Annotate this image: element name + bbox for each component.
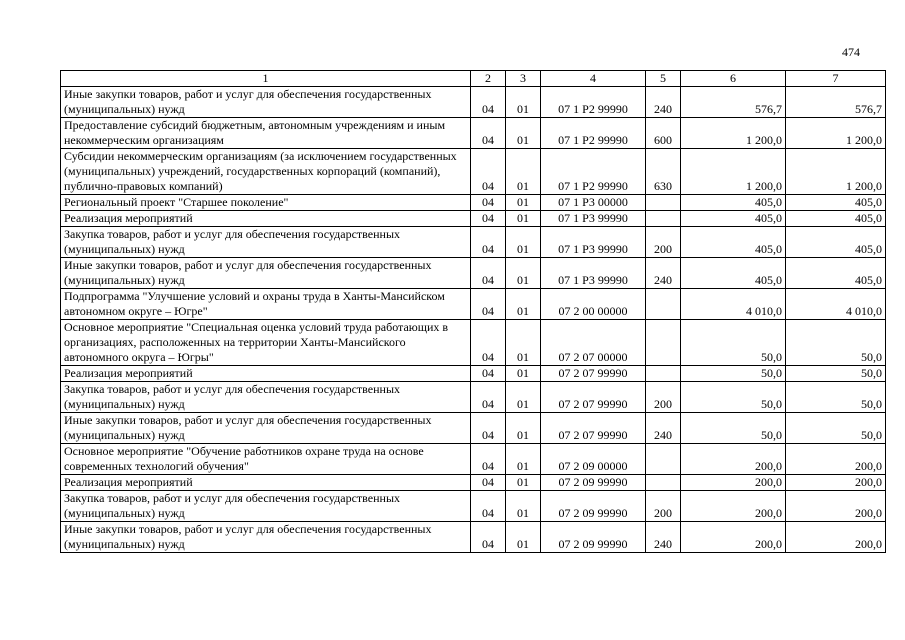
target-item-code: 07 2 09 99990 <box>541 491 646 522</box>
column-header: 7 <box>786 71 886 87</box>
subsection-code: 01 <box>506 149 541 195</box>
expense-type-code <box>646 320 681 366</box>
column-header: 3 <box>506 71 541 87</box>
amount-column-7: 50,0 <box>786 413 886 444</box>
expense-type-code <box>646 289 681 320</box>
amount-column-6: 405,0 <box>681 195 786 211</box>
target-item-code: 07 2 09 99990 <box>541 475 646 491</box>
item-name: Реализация мероприятий <box>61 211 471 227</box>
subsection-code: 01 <box>506 522 541 553</box>
target-item-code: 07 1 P3 99990 <box>541 227 646 258</box>
item-name: Реализация мероприятий <box>61 366 471 382</box>
item-name: Закупка товаров, работ и услуг для обеспечения государственных (муниципальных) нужд <box>61 491 471 522</box>
amount-column-6: 1 200,0 <box>681 118 786 149</box>
table-row <box>61 475 886 491</box>
target-item-code: 07 1 P3 99990 <box>541 258 646 289</box>
target-item-code: 07 2 09 99990 <box>541 522 646 553</box>
target-item-code: 07 1 P3 99990 <box>541 211 646 227</box>
amount-column-7: 1 200,0 <box>786 149 886 195</box>
amount-column-7: 576,7 <box>786 87 886 118</box>
section-code: 04 <box>471 87 506 118</box>
subsection-code: 01 <box>506 118 541 149</box>
target-item-code: 07 1 P3 00000 <box>541 195 646 211</box>
target-item-code: 07 2 07 00000 <box>541 320 646 366</box>
section-code: 04 <box>471 382 506 413</box>
table-body <box>61 71 886 553</box>
expense-type-code <box>646 366 681 382</box>
table-row <box>61 87 886 118</box>
amount-column-6: 50,0 <box>681 382 786 413</box>
target-item-code: 07 1 P2 99990 <box>541 118 646 149</box>
item-name: Иные закупки товаров, работ и услуг для обеспечения государственных (муниципальных) нужд <box>61 413 471 444</box>
amount-column-6: 4 010,0 <box>681 289 786 320</box>
item-name: Иные закупки товаров, работ и услуг для обеспечения государственных (муниципальных) нужд <box>61 87 471 118</box>
amount-column-6: 50,0 <box>681 366 786 382</box>
section-code: 04 <box>471 211 506 227</box>
target-item-code: 07 2 00 00000 <box>541 289 646 320</box>
subsection-code: 01 <box>506 195 541 211</box>
item-name: Основное мероприятие "Специальная оценка условий труда работающих в организациях, расположенных на территории Ханты-Мансийского автономного округа – Югры" <box>61 320 471 366</box>
amount-column-7: 4 010,0 <box>786 289 886 320</box>
subsection-code: 01 <box>506 382 541 413</box>
amount-column-6: 1 200,0 <box>681 149 786 195</box>
section-code: 04 <box>471 118 506 149</box>
table-row <box>61 413 886 444</box>
amount-column-7: 200,0 <box>786 444 886 475</box>
target-item-code: 07 2 09 00000 <box>541 444 646 475</box>
subsection-code: 01 <box>506 320 541 366</box>
column-header: 4 <box>541 71 646 87</box>
amount-column-7: 200,0 <box>786 475 886 491</box>
subsection-code: 01 <box>506 475 541 491</box>
item-name: Закупка товаров, работ и услуг для обеспечения государственных (муниципальных) нужд <box>61 227 471 258</box>
amount-column-7: 405,0 <box>786 195 886 211</box>
table-row <box>61 211 886 227</box>
expense-type-code: 200 <box>646 491 681 522</box>
table-row <box>61 258 886 289</box>
amount-column-7: 1 200,0 <box>786 118 886 149</box>
amount-column-7: 50,0 <box>786 320 886 366</box>
amount-column-6: 200,0 <box>681 444 786 475</box>
page-number: 474 <box>842 45 860 59</box>
section-code: 04 <box>471 413 506 444</box>
subsection-code: 01 <box>506 491 541 522</box>
expense-type-code <box>646 195 681 211</box>
target-item-code: 07 2 07 99990 <box>541 382 646 413</box>
expense-type-code <box>646 444 681 475</box>
amount-column-6: 50,0 <box>681 320 786 366</box>
table-row <box>61 227 886 258</box>
section-code: 04 <box>471 475 506 491</box>
column-header: 1 <box>61 71 471 87</box>
amount-column-7: 200,0 <box>786 491 886 522</box>
expense-type-code <box>646 211 681 227</box>
target-item-code: 07 2 07 99990 <box>541 413 646 444</box>
section-code: 04 <box>471 289 506 320</box>
section-code: 04 <box>471 491 506 522</box>
section-code: 04 <box>471 258 506 289</box>
target-item-code: 07 1 P2 99990 <box>541 87 646 118</box>
subsection-code: 01 <box>506 444 541 475</box>
amount-column-7: 405,0 <box>786 258 886 289</box>
table-row <box>61 366 886 382</box>
section-code: 04 <box>471 522 506 553</box>
expense-type-code: 240 <box>646 87 681 118</box>
item-name: Иные закупки товаров, работ и услуг для обеспечения государственных (муниципальных) нужд <box>61 258 471 289</box>
column-header: 2 <box>471 71 506 87</box>
column-header: 6 <box>681 71 786 87</box>
item-name: Иные закупки товаров, работ и услуг для обеспечения государственных (муниципальных) нужд <box>61 522 471 553</box>
section-code: 04 <box>471 149 506 195</box>
amount-column-6: 200,0 <box>681 475 786 491</box>
expense-type-code: 630 <box>646 149 681 195</box>
header-row <box>61 71 886 87</box>
table-row <box>61 320 886 366</box>
item-name: Реализация мероприятий <box>61 475 471 491</box>
subsection-code: 01 <box>506 258 541 289</box>
expense-type-code: 200 <box>646 227 681 258</box>
item-name: Закупка товаров, работ и услуг для обеспечения государственных (муниципальных) нужд <box>61 382 471 413</box>
amount-column-7: 405,0 <box>786 227 886 258</box>
amount-column-6: 405,0 <box>681 211 786 227</box>
section-code: 04 <box>471 195 506 211</box>
amount-column-6: 576,7 <box>681 87 786 118</box>
section-code: 04 <box>471 444 506 475</box>
expense-type-code: 240 <box>646 522 681 553</box>
expense-type-code: 600 <box>646 118 681 149</box>
table-row <box>61 382 886 413</box>
table-row <box>61 195 886 211</box>
table-row <box>61 289 886 320</box>
budget-table <box>60 70 886 553</box>
subsection-code: 01 <box>506 289 541 320</box>
amount-column-6: 50,0 <box>681 413 786 444</box>
table-row <box>61 522 886 553</box>
amount-column-6: 405,0 <box>681 258 786 289</box>
column-header: 5 <box>646 71 681 87</box>
subsection-code: 01 <box>506 366 541 382</box>
subsection-code: 01 <box>506 211 541 227</box>
item-name: Региональный проект "Старшее поколение" <box>61 195 471 211</box>
table-row <box>61 491 886 522</box>
expense-type-code: 240 <box>646 413 681 444</box>
section-code: 04 <box>471 366 506 382</box>
amount-column-6: 200,0 <box>681 491 786 522</box>
subsection-code: 01 <box>506 87 541 118</box>
subsection-code: 01 <box>506 227 541 258</box>
table-row <box>61 149 886 195</box>
table-row <box>61 118 886 149</box>
amount-column-6: 405,0 <box>681 227 786 258</box>
table-row <box>61 444 886 475</box>
amount-column-7: 200,0 <box>786 522 886 553</box>
item-name: Субсидии некоммерческим организациям (за исключением государственных (муниципальных) учреждений, государственных корпораций (компаний), публично-правовых компаний) <box>61 149 471 195</box>
item-name: Подпрограмма "Улучшение условий и охраны труда в Ханты-Мансийском автономном округе – Югре" <box>61 289 471 320</box>
amount-column-7: 405,0 <box>786 211 886 227</box>
expense-type-code: 240 <box>646 258 681 289</box>
item-name: Основное мероприятие "Обучение работников охране труда на основе современных технологий обучения" <box>61 444 471 475</box>
item-name: Предоставление субсидий бюджетным, автономным учреждениям и иным некоммерческим организациям <box>61 118 471 149</box>
subsection-code: 01 <box>506 413 541 444</box>
expense-type-code <box>646 475 681 491</box>
expense-type-code: 200 <box>646 382 681 413</box>
amount-column-6: 200,0 <box>681 522 786 553</box>
target-item-code: 07 1 P2 99990 <box>541 149 646 195</box>
section-code: 04 <box>471 320 506 366</box>
amount-column-7: 50,0 <box>786 382 886 413</box>
target-item-code: 07 2 07 99990 <box>541 366 646 382</box>
section-code: 04 <box>471 227 506 258</box>
amount-column-7: 50,0 <box>786 366 886 382</box>
